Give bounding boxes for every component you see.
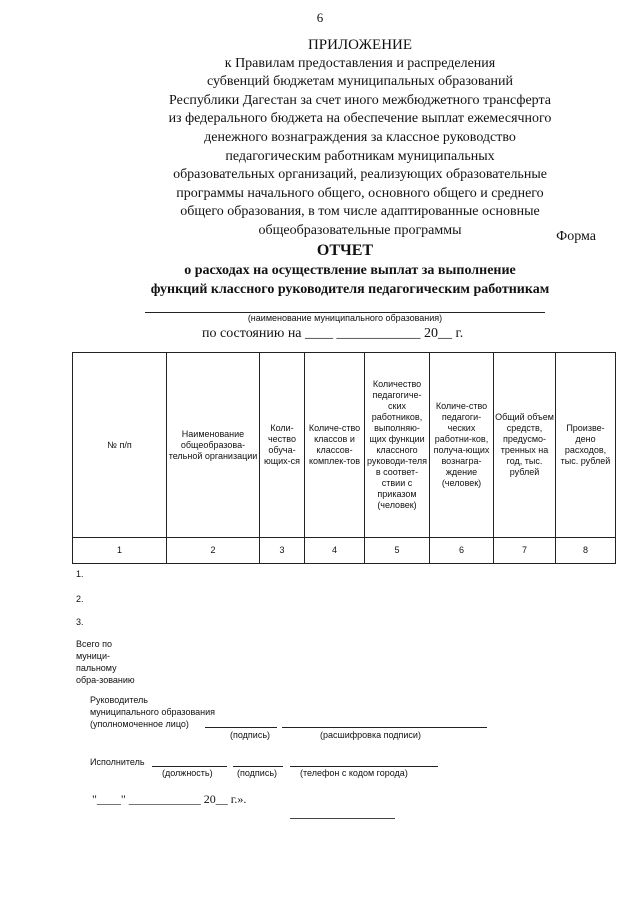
appendix-line: субвенций бюджетам муниципальных образований: [206, 74, 514, 90]
header-cell-organization: Наименование общеобразова-тельной организации: [167, 353, 260, 538]
column-number-cell: 6: [430, 538, 494, 564]
table-header-row: [73, 353, 616, 538]
appendix-header: [150, 36, 570, 241]
municipality-caption: (наименование муниципального образования): [247, 313, 443, 323]
header-cell-teachers-paid: Количе-ство педагоги-ческих работни-ков, получа-ющих вознагра-ждение (человек): [430, 353, 494, 538]
executor-phone-line: [290, 766, 438, 767]
appendix-heading: ПРИЛОЖЕНИЕ: [307, 37, 413, 53]
header-cell-classes: Количе-ство классов и классов-комплек-тов: [305, 353, 365, 538]
head-decode-line: [282, 727, 487, 728]
report-table: [72, 352, 616, 564]
executor-signature-caption: (подпись): [237, 768, 278, 778]
appendix-line: к Правилам предоставления и распределения: [224, 55, 496, 71]
report-subtitle: [80, 261, 620, 299]
appendix-line: программы начального общего, основного общего и среднего: [176, 185, 544, 201]
column-number-row: [73, 538, 616, 564]
position-caption: (должность): [162, 768, 213, 778]
date-line: "____" ____________ 20__ г.».: [92, 792, 247, 806]
column-number-cell: 1: [73, 538, 167, 564]
executor-signature-line: [233, 766, 283, 767]
header-cell-number: № п/п: [73, 353, 167, 538]
appendix-line: педагогическим работникам муниципальных: [225, 148, 495, 164]
column-number-cell: 5: [365, 538, 430, 564]
head-decode-caption: (расшифровка подписи): [320, 730, 421, 740]
column-number-cell: 3: [260, 538, 305, 564]
form-label: Форма: [556, 229, 596, 244]
appendix-line: общеобразовательные программы: [258, 222, 462, 238]
appendix-line: Республики Дагестан за счет иного межбюджетного трансферта: [169, 92, 551, 108]
row-label: 3.: [76, 617, 84, 627]
column-number-cell: 2: [167, 538, 260, 564]
header-cell-teachers-class-duty: Количество педагогиче-ских работников, выполняю-щих функции классного руководи-теля в соответ-ствии с приказом (человек): [365, 353, 430, 538]
appendix-line: из федерального бюджета на обеспечение выплат ежемесячного: [168, 111, 552, 127]
total-row-label: Всего по муници-пальному обра-зованию: [76, 639, 135, 685]
bottom-divider: [290, 818, 395, 819]
row-label: 1.: [76, 569, 84, 579]
executor-label: Исполнитель: [90, 757, 145, 767]
column-number-cell: 7: [494, 538, 556, 564]
header-cell-expenses: Произве-дено расходов, тыс. рублей: [556, 353, 616, 538]
head-label: (уполномоченное лицо): [90, 719, 189, 729]
executor-position-line: [152, 766, 227, 767]
row-label: 2.: [76, 594, 84, 604]
report-subtitle-line: о расходах на осуществление выплат за выполнение: [184, 263, 516, 278]
page-number: 6: [316, 10, 324, 25]
head-label: Руководитель: [90, 695, 148, 705]
appendix-line: денежного вознаграждения за классное руководство: [204, 129, 516, 145]
header-cell-annual-funds: Общий объем средств, предусмо-тренных на год, тыс. рублей: [494, 353, 556, 538]
head-signature-caption: (подпись): [230, 730, 271, 740]
header-cell-students: Коли-чество обуча-ющих-ся: [260, 353, 305, 538]
report-subtitle-line: функций классного руководителя педагогическим работникам: [150, 282, 550, 297]
report-title: ОТЧЕТ: [316, 242, 374, 259]
appendix-line: образовательных организаций, реализующих образовательные: [173, 167, 547, 183]
phone-caption: (телефон с кодом города): [300, 768, 408, 778]
head-label: муниципального образования: [90, 707, 216, 717]
column-number-cell: 4: [305, 538, 365, 564]
as-of-date-line: по состоянию на ____ ____________ 20__ г.: [202, 326, 464, 341]
column-number-cell: 8: [556, 538, 616, 564]
appendix-line: общего образования, в том числе адаптированные основные: [180, 204, 540, 220]
head-signature-line: [205, 727, 277, 728]
